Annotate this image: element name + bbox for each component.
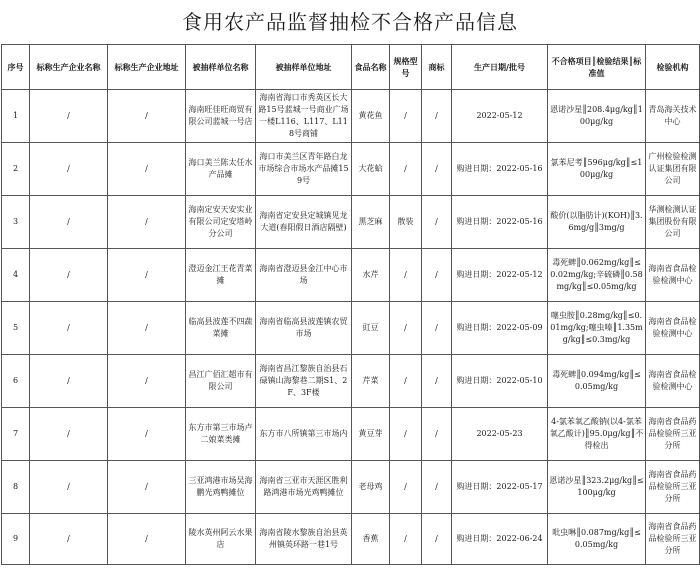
cell-result: 吡虫啉║0.087mg/kg║≤0.05mg/kg: [548, 514, 646, 565]
cell-unit-addr: 海南省临高县波莲镇农贸市场: [256, 302, 352, 355]
cell-spec: /: [390, 408, 422, 461]
cell-food: 大花蛤: [352, 143, 390, 196]
table-row: [2, 143, 700, 196]
cell-food: 芹菜: [352, 355, 390, 408]
cell-brand: /: [422, 408, 452, 461]
cell-date: 购进日期：2022-06-24: [452, 514, 548, 565]
cell-mfr-addr: /: [108, 355, 186, 408]
cell-lab: 青岛海关技术中心: [646, 90, 700, 143]
cell-result: 噻虫胺║0.28mg/kg║≤0.01mg/kg;噻虫嗪║1.35mg/kg║≤0.3mg/kg: [548, 302, 646, 355]
table-row: [2, 408, 700, 461]
cell-mfr-name: /: [30, 302, 108, 355]
cell-unit-addr: 海南省三亚市天涯区胜利路鸿港市场光鸡鸭摊位: [256, 461, 352, 514]
cell-spec: /: [390, 143, 422, 196]
cell-no: 1: [2, 90, 30, 143]
cell-mfr-addr: /: [108, 302, 186, 355]
table-row: [2, 90, 700, 143]
cell-mfr-addr: /: [108, 90, 186, 143]
cell-unit-addr: 海南省澄迈县金江中心市场: [256, 249, 352, 302]
cell-lab: 海南省食品药品检验所三亚分所: [646, 514, 700, 565]
cell-lab: 海南省食品药品检验所三亚分所: [646, 461, 700, 514]
cell-unit-name: 澄迈金江王花青菜摊: [186, 249, 256, 302]
cell-brand: /: [422, 143, 452, 196]
cell-unit-name: 陵水英州阿云水果店: [186, 514, 256, 565]
cell-unit-addr: 海口市美兰区青年路白龙市场综合市场水产品摊159号: [256, 143, 352, 196]
cell-food: 黄豆芽: [352, 408, 390, 461]
cell-no: 5: [2, 302, 30, 355]
cell-mfr-addr: /: [108, 461, 186, 514]
header-unit-addr: 被抽样单位地址: [256, 45, 352, 90]
table-row: [2, 355, 700, 408]
cell-brand: /: [422, 355, 452, 408]
table-row: [2, 461, 700, 514]
cell-no: 8: [2, 461, 30, 514]
cell-lab: 海南省食品药品检验所三亚分所: [646, 408, 700, 461]
cell-result: 毒死蜱║0.062mg/kg║≤0.02mg/kg;辛硫磷║0.58mg/kg║≤0.05mg/kg: [548, 249, 646, 302]
header-lab: 检验机构: [646, 45, 700, 90]
cell-food: 香蕉: [352, 514, 390, 565]
cell-spec: /: [390, 90, 422, 143]
cell-lab: 海南省食品检验检测中心: [646, 355, 700, 408]
cell-lab: 华测检测认证集团股份有限公司: [646, 196, 700, 249]
cell-unit-addr: 海南省海口市秀英区长大路15号蓝城一号商业广场一楼L116、L117、L118号商铺: [256, 90, 352, 143]
cell-food: 水芹: [352, 249, 390, 302]
cell-spec: /: [390, 461, 422, 514]
header-unit-name: 被抽样单位名称: [186, 45, 256, 90]
cell-no: 4: [2, 249, 30, 302]
cell-spec: /: [390, 514, 422, 565]
cell-unit-addr: 海南省昌江黎族自治县石碌镇山海黎巷二期S1、2F、3F楼: [256, 355, 352, 408]
table-row: [2, 249, 700, 302]
cell-no: 2: [2, 143, 30, 196]
cell-date: 购进日期：2022-05-16: [452, 143, 548, 196]
cell-date: 购进日期：2022-05-17: [452, 461, 548, 514]
cell-lab: 海南省食品检验检测中心: [646, 249, 700, 302]
cell-mfr-addr: /: [108, 514, 186, 565]
cell-date: 购进日期：2022-05-16: [452, 196, 548, 249]
cell-brand: /: [422, 249, 452, 302]
cell-date: 2022-05-23: [452, 408, 548, 461]
cell-result: 氯苯尼考║596μg/kg║≤100μg/kg: [548, 143, 646, 196]
cell-unit-addr: 海南省陵水黎族自治县英州镇英环路一巷1号: [256, 514, 352, 565]
cell-result: 4-氯苯氧乙酸钠(以4-氯苯氧乙酸计)║95.0μg/kg║不得检出: [548, 408, 646, 461]
cell-food: 老母鸡: [352, 461, 390, 514]
cell-food: 豇豆: [352, 302, 390, 355]
cell-mfr-addr: /: [108, 143, 186, 196]
cell-unit-name: 三亚鸿港市场吴海鹏光鸡鸭摊位: [186, 461, 256, 514]
cell-spec: /: [390, 249, 422, 302]
cell-date: 购进日期：2022-05-09: [452, 302, 548, 355]
header-food: 食品名称: [352, 45, 390, 90]
table-row: [2, 302, 700, 355]
cell-date: 2022-05-12: [452, 90, 548, 143]
cell-unit-addr: 东方市八所镇第三市场内: [256, 408, 352, 461]
cell-food: 黑芝麻: [352, 196, 390, 249]
cell-date: 购进日期：2022-05-12: [452, 249, 548, 302]
cell-mfr-name: /: [30, 461, 108, 514]
cell-mfr-name: /: [30, 514, 108, 565]
cell-no: 3: [2, 196, 30, 249]
header-no: 序号: [2, 45, 30, 90]
header-mfr-name: 标称生产企业名称: [30, 45, 108, 90]
cell-result: 毒死蜱║0.094mg/kg║≤0.05mg/kg: [548, 355, 646, 408]
cell-mfr-name: /: [30, 90, 108, 143]
cell-mfr-name: /: [30, 408, 108, 461]
cell-mfr-addr: /: [108, 249, 186, 302]
cell-brand: /: [422, 461, 452, 514]
cell-result: 恩诺沙星║208.4μg/kg║100μg/kg: [548, 90, 646, 143]
table-header-row: [2, 45, 700, 90]
inspection-table: [1, 44, 700, 565]
cell-brand: /: [422, 514, 452, 565]
cell-unit-name: 临高县波莲不四蔬菜摊: [186, 302, 256, 355]
cell-unit-name: 海南定安天安实业有限公司定安塔岭分公司: [186, 196, 256, 249]
table-row: [2, 196, 700, 249]
cell-result: 酸价(以脂肪计)(KOH)║3.6mg/g║3mg/g: [548, 196, 646, 249]
cell-mfr-addr: /: [108, 196, 186, 249]
table-row: [2, 514, 700, 565]
cell-food: 黄花鱼: [352, 90, 390, 143]
cell-unit-name: 东方市第三市场卢二娘菜类摊: [186, 408, 256, 461]
cell-spec: /: [390, 355, 422, 408]
cell-mfr-name: /: [30, 143, 108, 196]
header-brand: 商标: [422, 45, 452, 90]
cell-brand: /: [422, 196, 452, 249]
cell-mfr-name: /: [30, 355, 108, 408]
cell-no: 6: [2, 355, 30, 408]
header-mfr-addr: 标称生产企业地址: [108, 45, 186, 90]
cell-unit-addr: 海南省定安县定城镇见龙大道(春阳假日酒店隔壁): [256, 196, 352, 249]
header-result: 不合格项目║检验结果║标准值: [548, 45, 646, 90]
cell-unit-name: 昌江广佰汇超市有限公司: [186, 355, 256, 408]
cell-mfr-addr: /: [108, 408, 186, 461]
cell-lab: 海南省食品检验检测中心: [646, 302, 700, 355]
header-spec: 规格型号: [390, 45, 422, 90]
cell-spec: 散装: [390, 196, 422, 249]
cell-brand: /: [422, 90, 452, 143]
cell-spec: /: [390, 302, 422, 355]
cell-lab: 广州检验检测认证集团有限公司: [646, 143, 700, 196]
cell-no: 7: [2, 408, 30, 461]
cell-brand: /: [422, 302, 452, 355]
cell-mfr-name: /: [30, 196, 108, 249]
header-date: 生产日期/批号: [452, 45, 548, 90]
page-title: 食用农产品监督抽检不合格产品信息: [182, 10, 518, 34]
cell-result: 恩诺沙星║323.2μg/kg║≤100μg/kg: [548, 461, 646, 514]
cell-no: 9: [2, 514, 30, 565]
cell-mfr-name: /: [30, 249, 108, 302]
cell-unit-name: 海口美兰陈太任水产品摊: [186, 143, 256, 196]
cell-date: 购进日期：2022-05-10: [452, 355, 548, 408]
cell-unit-name: 海南旺佳旺商贸有限公司蓝城一号店: [186, 90, 256, 143]
